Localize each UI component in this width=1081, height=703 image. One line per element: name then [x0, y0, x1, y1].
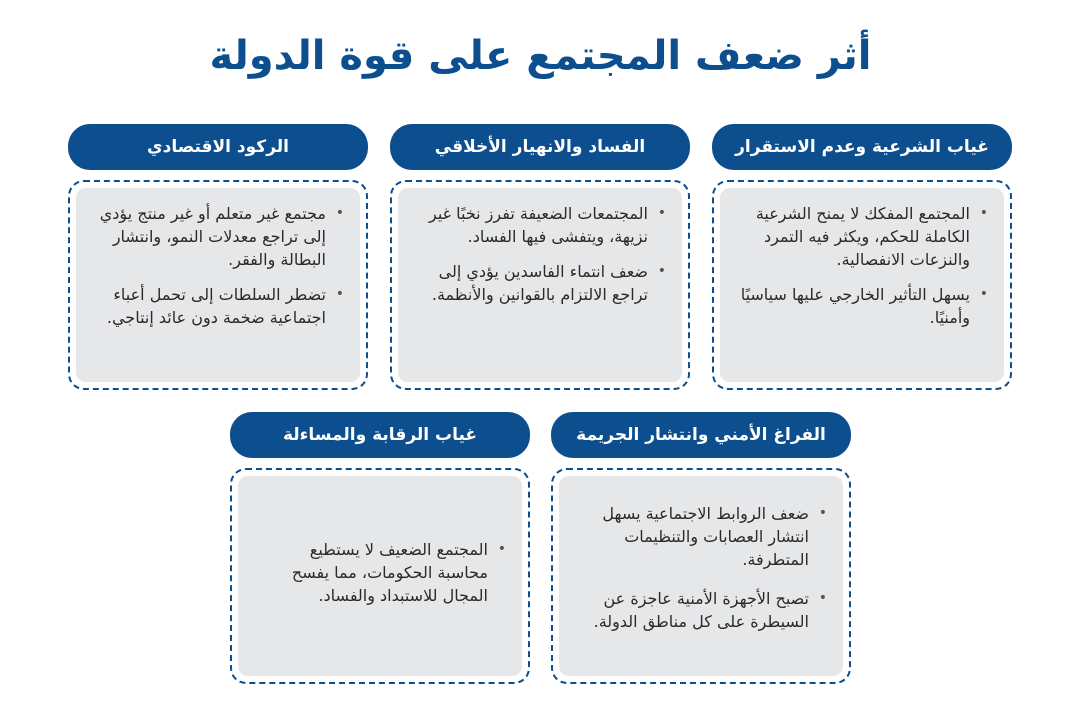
- bullet-list: [258, 538, 506, 619]
- card-accountability: [230, 412, 530, 684]
- bullet-list: [418, 202, 666, 306]
- card-legitimacy: [712, 124, 1012, 390]
- list-item: • تصبح الأجهزة الأمنية عاجزة عن السيطرة على كل مناطق الدولة.: [579, 587, 827, 633]
- list-item: • يسهل التأثير الخارجي عليها سياسيًا وأمنيًا.: [740, 283, 988, 329]
- list-item: • ضعف الروابط الاجتماعية يسهل انتشار العصابات والتنظيمات المتطرفة.: [579, 502, 827, 571]
- card-header: الفساد والانهيار الأخلاقي: [390, 124, 690, 170]
- bullet-list: [740, 202, 988, 329]
- list-item: • المجتمع الضعيف لا يستطيع محاسبة الحكومات، مما يفسح المجال للاستبداد والفساد.: [258, 538, 506, 607]
- bullet-list: [579, 502, 827, 633]
- card-header: غياب الشرعية وعدم الاستقرار: [712, 124, 1012, 170]
- bullet-list: [96, 202, 344, 329]
- card-corruption: [390, 124, 690, 390]
- card-body: [390, 180, 690, 390]
- card-body: [68, 180, 368, 390]
- card-economic-stagnation: [68, 124, 368, 390]
- list-item: • المجتمعات الضعيفة تفرز نخبًا غير نزيهة، ويتفشى فيها الفساد.: [418, 202, 666, 248]
- card-header: غياب الرقابة والمساءلة: [230, 412, 530, 458]
- card-header: الركود الاقتصادي: [68, 124, 368, 170]
- card-body: [712, 180, 1012, 390]
- list-item: • تضطر السلطات إلى تحمل أعباء اجتماعية ضخمة دون عائد إنتاجي.: [96, 283, 344, 329]
- list-item: • المجتمع المفكك لا يمنح الشرعية الكاملة للحكم، ويكثر فيه التمرد والنزعات الانفصالية.: [740, 202, 988, 271]
- page-title: أثر ضعف المجتمع على قوة الدولة: [209, 33, 872, 79]
- list-item: • ضعف انتماء الفاسدين يؤدي إلى تراجع الالتزام بالقوانين والأنظمة.: [418, 260, 666, 306]
- card-header: الفراغ الأمني وانتشار الجريمة: [551, 412, 851, 458]
- card-security-vacuum: [551, 412, 851, 684]
- card-body: [230, 468, 530, 684]
- card-body: [551, 468, 851, 684]
- list-item: • مجتمع غير متعلم أو غير منتج يؤدي إلى تراجع معدلات النمو، وانتشار البطالة والفقر.: [96, 202, 344, 271]
